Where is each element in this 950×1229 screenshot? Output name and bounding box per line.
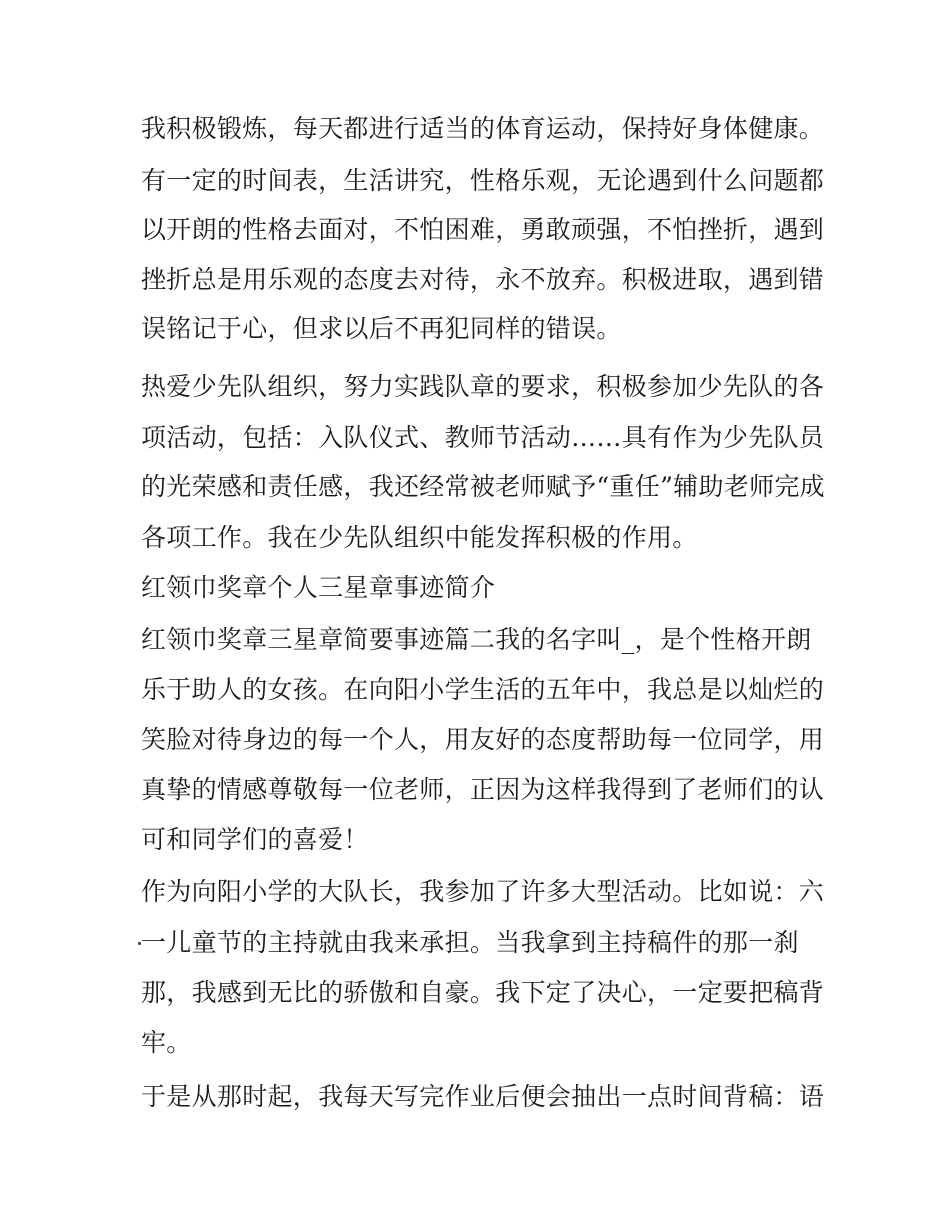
text-line: 各项工作。我在少先队组织中能发挥积极的作用。 xyxy=(141,523,698,552)
text-line: 热爱少先队组织，努力实践队章的要求，积极参加少先队的各 xyxy=(141,372,825,401)
text-line: 笑脸对待身边的每一个人，用友好的态度帮助每一位同学，用 xyxy=(141,725,825,754)
text-line: 作为向阳小学的大队长，我参加了许多大型活动。比如说：六 xyxy=(141,877,825,906)
text-line: 有一定的时间表，生活讲究，性格乐观，无论遇到什么问题都 xyxy=(141,166,825,195)
text-line: 挫折总是用乐观的态度去对待，永不放弃。积极进取，遇到错 xyxy=(141,265,825,294)
text-line: 的光荣感和责任感，我还经常被老师赋予“重任”辅助老师完成 xyxy=(141,472,825,501)
text-line: 于是从那时起，我每天写完作业后便会抽出一点时间背稿：语 xyxy=(141,1082,825,1111)
text-line: 乐于助人的女孩。在向阳小学生活的五年中，我总是以灿烂的 xyxy=(141,675,825,704)
text-line: 一儿童节的主持就由我来承担。当我拿到主持稿件的那一刹 xyxy=(141,928,799,957)
text-line: 以开朗的性格去面对，不怕困难，勇敢顽强，不怕挫折，遇到 xyxy=(141,215,825,244)
section-heading: 红领巾奖章个人三星章事迹简介 xyxy=(141,573,496,602)
stray-dot-mark xyxy=(138,942,141,945)
text-line: 牢。 xyxy=(141,1028,192,1057)
text-line: 可和同学们的喜爱！ xyxy=(141,825,369,854)
text-line: 红领巾奖章三星章简要事迹篇二我的名字叫_，是个性格开朗 xyxy=(141,625,812,654)
text-line: 误铭记于心，但求以后不再犯同样的错误。 xyxy=(141,314,622,343)
text-line: 项活动，包括：入队仪式、教师节活动……具有作为少先队员 xyxy=(141,423,825,452)
text-line: 我积极锻炼，每天都进行适当的体育运动，保持好身体健康。 xyxy=(141,114,825,143)
text-line: 真挚的情感尊敬每一位老师，正因为这样我得到了老师们的认 xyxy=(141,775,825,804)
text-line: 那，我感到无比的骄傲和自豪。我下定了决心，一定要把稿背 xyxy=(141,978,825,1007)
